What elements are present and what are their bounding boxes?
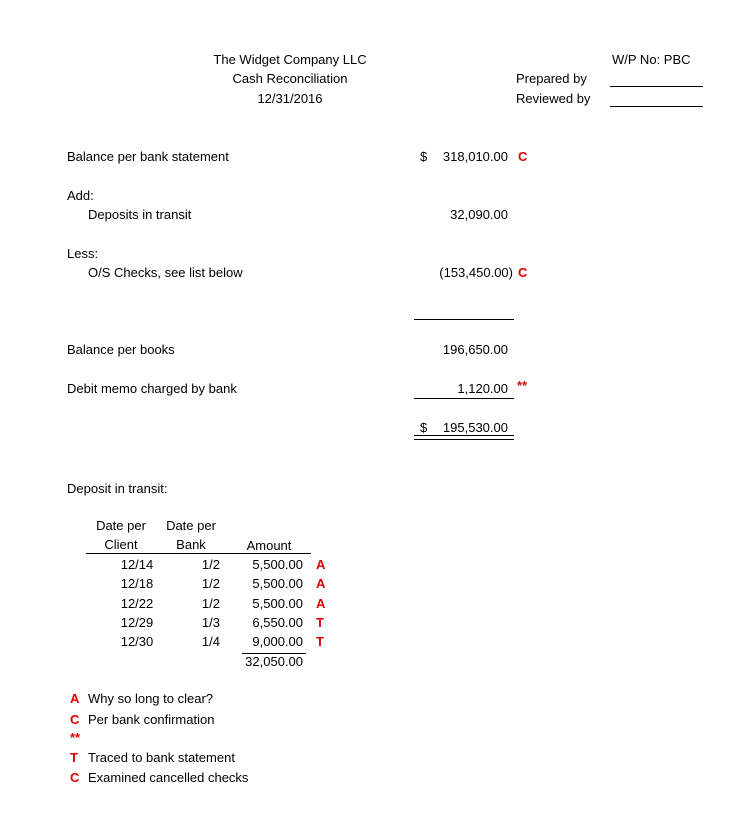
outstanding-checks-value: (153,450.00) xyxy=(439,265,513,280)
bank-balance-dollar: $ xyxy=(420,149,428,164)
dit-tickmark: T xyxy=(316,634,324,650)
report-date: 12/31/2016 xyxy=(257,91,323,106)
col-amount-header: Amount xyxy=(246,538,292,553)
reviewed-by-label: Reviewed by xyxy=(516,91,591,106)
dit-client-date: 12/29 xyxy=(120,614,154,630)
dit-header-rule xyxy=(86,553,311,554)
dit-bank-date: 1/2 xyxy=(201,576,220,592)
legend-mark: T xyxy=(70,750,78,765)
dit-amount: 5,500.00 xyxy=(252,576,303,592)
deposits-in-transit-label: Deposits in transit xyxy=(88,207,192,222)
dit-amount: 5,500.00 xyxy=(252,595,303,611)
company-name: The Widget Company LLC xyxy=(213,52,367,67)
dit-tickmark: A xyxy=(316,576,326,592)
col-client-header-2: Client xyxy=(104,537,138,552)
legend-text: Per bank confirmation xyxy=(88,712,215,727)
col-bank-header-2: Bank xyxy=(176,537,206,552)
debit-memo-label: Debit memo charged by bank xyxy=(67,381,237,396)
dit-bank-date: 1/4 xyxy=(201,634,220,650)
legend-text: Why so long to clear? xyxy=(88,691,214,706)
bank-balance-tickmark: C xyxy=(518,149,528,164)
prepared-by-line xyxy=(610,86,703,87)
reviewed-by-line xyxy=(610,106,703,107)
dit-client-date: 12/18 xyxy=(120,576,154,592)
debit-memo-tickmark: ** xyxy=(517,378,528,393)
legend-mark: C xyxy=(70,770,80,785)
dit-bank-date: 1/2 xyxy=(201,595,220,611)
dit-total-value: 32,050.00 xyxy=(245,654,303,669)
add-label: Add: xyxy=(67,188,94,203)
legend-text: Traced to bank statement xyxy=(88,750,235,765)
books-balance-value: 196,650.00 xyxy=(442,342,508,357)
legend-mark: ** xyxy=(70,730,81,745)
bank-balance-label: Balance per bank statement xyxy=(67,149,229,164)
bank-balance-value: 318,010.00 xyxy=(442,149,508,164)
dit-amount: 6,550.00 xyxy=(252,614,303,630)
outstanding-checks-tickmark: C xyxy=(518,265,528,280)
total-double-rule xyxy=(414,435,514,440)
dit-tickmark: T xyxy=(316,614,324,630)
col-bank-header-1: Date per xyxy=(166,518,216,533)
report-title: Cash Reconciliation xyxy=(232,71,348,86)
deposits-in-transit-value: 32,090.00 xyxy=(450,207,508,222)
books-balance-label: Balance per books xyxy=(67,342,175,357)
debit-memo-rule xyxy=(414,398,514,399)
legend-mark: C xyxy=(70,712,80,727)
dit-title: Deposit in transit: xyxy=(67,481,168,496)
dit-client-date: 12/22 xyxy=(120,595,154,611)
outstanding-checks-label: O/S Checks, see list below xyxy=(88,265,243,280)
total-dollar: $ xyxy=(420,420,428,435)
wp-number: W/P No: PBC xyxy=(612,52,691,67)
dit-client-date: 12/14 xyxy=(120,557,154,572)
dit-tickmark: A xyxy=(316,595,326,611)
dit-bank-date: 1/3 xyxy=(201,614,220,630)
col-client-header-1: Date per xyxy=(96,518,146,533)
dit-client-date: 12/30 xyxy=(120,634,154,650)
subtotal-rule xyxy=(414,319,514,320)
dit-amount: 5,500.00 xyxy=(252,557,303,572)
prepared-by-label: Prepared by xyxy=(516,71,587,86)
less-label: Less: xyxy=(67,246,99,261)
legend-mark: A xyxy=(70,691,80,706)
dit-amount: 9,000.00 xyxy=(252,634,303,650)
dit-tickmark: A xyxy=(316,557,326,572)
dit-bank-date: 1/2 xyxy=(201,557,220,572)
total-value: 195,530.00 xyxy=(442,420,508,435)
debit-memo-value: 1,120.00 xyxy=(457,381,508,396)
legend-text: Examined cancelled checks xyxy=(88,770,249,785)
